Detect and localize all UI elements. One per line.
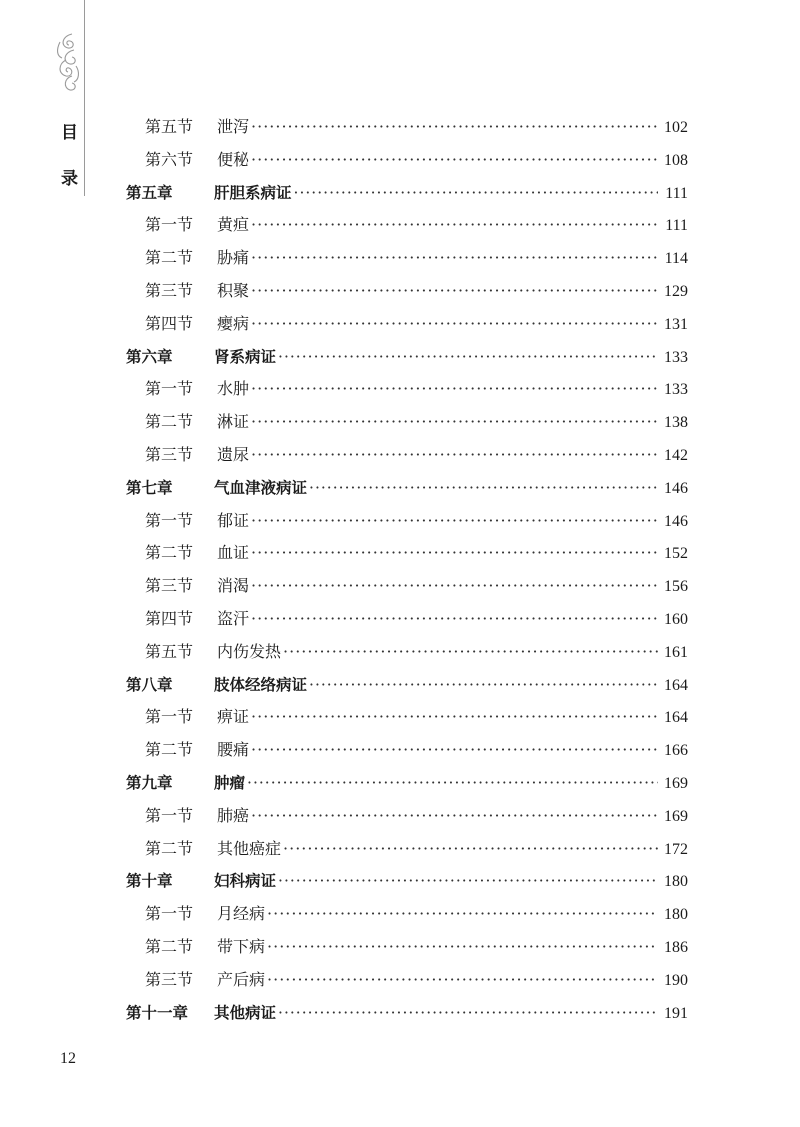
toc-section-row[interactable] <box>126 111 688 144</box>
sidebar-char-lu: 录 <box>61 169 78 189</box>
toc-entry-title: 胁痛 <box>217 248 250 268</box>
toc-entry-page: 111 <box>665 184 688 202</box>
toc-entry-number: 第七章 <box>126 478 173 497</box>
toc-chapter-row[interactable] <box>126 865 688 898</box>
toc-dot-leader <box>278 997 658 1030</box>
side-divider <box>84 0 85 196</box>
toc-entry-page: 146 <box>664 512 688 530</box>
toc-entry-number: 第三节 <box>145 444 194 464</box>
toc-entry-page: 161 <box>664 643 688 661</box>
toc-section-row[interactable] <box>126 209 688 242</box>
sidebar-char-mu: 目 <box>61 123 78 143</box>
toc-dot-leader <box>251 505 658 538</box>
toc-entry-title: 月经病 <box>217 904 266 924</box>
toc-dot-leader <box>251 439 658 472</box>
toc-entry-number: 第三节 <box>145 280 194 300</box>
toc-entry-title: 腰痛 <box>217 740 250 760</box>
toc-section-row[interactable] <box>126 833 688 866</box>
toc-entry-title: 肝胆系病证 <box>214 183 292 202</box>
toc-dot-leader <box>251 603 658 636</box>
toc-entry-title: 瘿病 <box>217 313 250 333</box>
toc-entry-title: 肺癌 <box>217 805 250 825</box>
toc-section-row[interactable] <box>126 242 688 275</box>
toc-dot-leader <box>251 275 658 308</box>
toc-section-row[interactable] <box>126 275 688 308</box>
toc-section-row[interactable] <box>126 144 688 177</box>
toc-entry-title: 水肿 <box>217 379 250 399</box>
toc-entry-number: 第一节 <box>145 510 194 530</box>
toc-entry-number: 第二节 <box>145 412 194 432</box>
toc-dot-leader <box>251 242 658 275</box>
toc-entry-title: 遗尿 <box>217 444 250 464</box>
toc-entry-page: 172 <box>664 840 688 858</box>
toc-entry-page: 108 <box>664 151 688 169</box>
toc-dot-leader <box>251 111 658 144</box>
toc-chapter-row[interactable] <box>126 997 688 1030</box>
toc-dot-leader <box>251 701 658 734</box>
toc-dot-leader <box>251 734 658 767</box>
toc-section-row[interactable] <box>126 308 688 341</box>
toc-entry-page: 111 <box>665 217 688 235</box>
toc-entry-page: 142 <box>664 446 688 464</box>
table-of-contents <box>126 111 688 1029</box>
toc-chapter-row[interactable] <box>126 472 688 505</box>
toc-entry-title: 肢体经络病证 <box>214 675 308 694</box>
toc-entry-page: 190 <box>664 971 688 989</box>
toc-section-row[interactable] <box>126 537 688 570</box>
toc-section-row[interactable] <box>126 406 688 439</box>
toc-entry-title: 内伤发热 <box>217 641 282 661</box>
toc-dot-leader <box>283 833 658 866</box>
toc-entry-page: 169 <box>664 807 688 825</box>
toc-entry-number: 第九章 <box>126 773 173 792</box>
toc-dot-leader <box>251 800 658 833</box>
toc-entry-title: 黄疸 <box>217 215 250 235</box>
toc-entry-number: 第五章 <box>126 183 173 202</box>
toc-entry-title: 便秘 <box>217 149 250 169</box>
toc-dot-leader <box>267 898 658 931</box>
toc-dot-leader <box>283 636 658 669</box>
toc-entry-page: 186 <box>664 938 688 956</box>
toc-entry-number: 第一节 <box>145 215 194 235</box>
toc-entry-number: 第一节 <box>145 904 194 924</box>
toc-chapter-row[interactable] <box>126 669 688 702</box>
toc-dot-leader <box>267 931 658 964</box>
toc-entry-number: 第二节 <box>145 740 194 760</box>
toc-entry-page: 133 <box>664 348 688 366</box>
toc-entry-number: 第二节 <box>145 543 194 563</box>
toc-entry-title: 积聚 <box>217 280 250 300</box>
toc-entry-title: 痹证 <box>217 707 250 727</box>
toc-entry-title: 产后病 <box>217 969 266 989</box>
toc-entry-title: 其他癌症 <box>217 838 282 858</box>
toc-dot-leader <box>251 537 658 570</box>
toc-dot-leader <box>309 472 658 505</box>
toc-entry-number: 第三节 <box>145 576 194 596</box>
toc-entry-number: 第一节 <box>145 805 194 825</box>
toc-dot-leader <box>251 373 658 406</box>
ornament-icon <box>54 30 82 98</box>
toc-entry-title: 泄泻 <box>217 117 250 136</box>
toc-entry-number: 第六节 <box>145 149 194 169</box>
toc-entry-title: 肾系病证 <box>214 347 277 366</box>
toc-entry-page: 169 <box>664 774 688 792</box>
toc-entry-number: 第六章 <box>126 347 173 366</box>
toc-dot-leader <box>294 177 658 210</box>
toc-dot-leader <box>251 406 658 439</box>
toc-entry-page: 138 <box>664 414 688 432</box>
toc-entry-number: 第十一章 <box>126 1003 189 1022</box>
toc-dot-leader <box>267 964 658 997</box>
toc-entry-page: 133 <box>664 381 688 399</box>
toc-entry-number: 第一节 <box>145 707 194 727</box>
toc-entry-page: 166 <box>664 742 688 760</box>
toc-entry-number: 第三节 <box>145 969 194 989</box>
toc-entry-title: 盗汗 <box>217 608 250 628</box>
toc-entry-number: 第四节 <box>145 313 194 333</box>
toc-dot-leader <box>278 341 658 374</box>
toc-entry-number: 第二节 <box>145 936 194 956</box>
toc-section-row[interactable] <box>126 505 688 538</box>
toc-section-row[interactable] <box>126 603 688 636</box>
toc-dot-leader <box>309 669 658 702</box>
toc-section-row[interactable] <box>126 439 688 472</box>
toc-chapter-row[interactable] <box>126 341 688 374</box>
toc-entry-number: 第一节 <box>145 379 194 399</box>
toc-entry-title: 肿瘤 <box>214 773 246 792</box>
toc-entry-title: 血证 <box>217 543 250 563</box>
toc-entry-number: 第五节 <box>145 117 194 136</box>
toc-entry-page: 102 <box>664 119 688 136</box>
toc-entry-title: 带下病 <box>217 936 266 956</box>
toc-section-row[interactable] <box>126 800 688 833</box>
toc-section-row[interactable] <box>126 964 688 997</box>
toc-chapter-row[interactable] <box>126 177 688 210</box>
toc-entry-title: 淋证 <box>217 412 250 432</box>
page-number: 12 <box>60 1050 76 1067</box>
toc-entry-page: 164 <box>664 676 688 694</box>
toc-entry-title: 妇科病证 <box>214 872 277 891</box>
toc-entry-page: 180 <box>664 873 688 891</box>
toc-entry-title: 气血津液病证 <box>214 478 308 497</box>
toc-entry-page: 160 <box>664 610 688 628</box>
toc-entry-page: 114 <box>664 250 688 268</box>
toc-entry-page: 191 <box>664 1004 688 1022</box>
toc-section-row[interactable] <box>126 931 688 964</box>
toc-entry-number: 第二节 <box>145 838 194 858</box>
toc-entry-page: 156 <box>664 578 688 596</box>
toc-entry-page: 131 <box>664 315 688 333</box>
toc-dot-leader <box>251 570 658 603</box>
toc-entry-page: 164 <box>664 709 688 727</box>
toc-dot-leader <box>251 308 658 341</box>
toc-section-row[interactable] <box>126 701 688 734</box>
toc-chapter-row[interactable] <box>126 767 688 800</box>
toc-section-row[interactable] <box>126 570 688 603</box>
toc-entry-number: 第五节 <box>145 641 194 661</box>
toc-dot-leader <box>247 767 658 800</box>
toc-entry-page: 152 <box>664 545 688 563</box>
toc-entry-title: 消渴 <box>217 576 250 596</box>
toc-entry-page: 180 <box>664 906 688 924</box>
toc-section-row[interactable] <box>126 636 688 669</box>
toc-entry-title: 郁证 <box>217 510 250 530</box>
toc-dot-leader <box>278 865 658 898</box>
toc-entry-page: 129 <box>664 282 688 300</box>
toc-entry-page: 146 <box>664 479 688 497</box>
toc-section-row[interactable] <box>126 373 688 406</box>
toc-section-row[interactable] <box>126 898 688 931</box>
toc-entry-number: 第四节 <box>145 608 194 628</box>
toc-entry-number: 第二节 <box>145 248 194 268</box>
toc-entry-title: 其他病证 <box>214 1003 277 1022</box>
toc-entry-number: 第十章 <box>126 872 173 891</box>
toc-entry-number: 第八章 <box>126 675 173 694</box>
toc-dot-leader <box>251 209 658 242</box>
toc-section-row[interactable] <box>126 734 688 767</box>
toc-dot-leader <box>251 144 658 177</box>
